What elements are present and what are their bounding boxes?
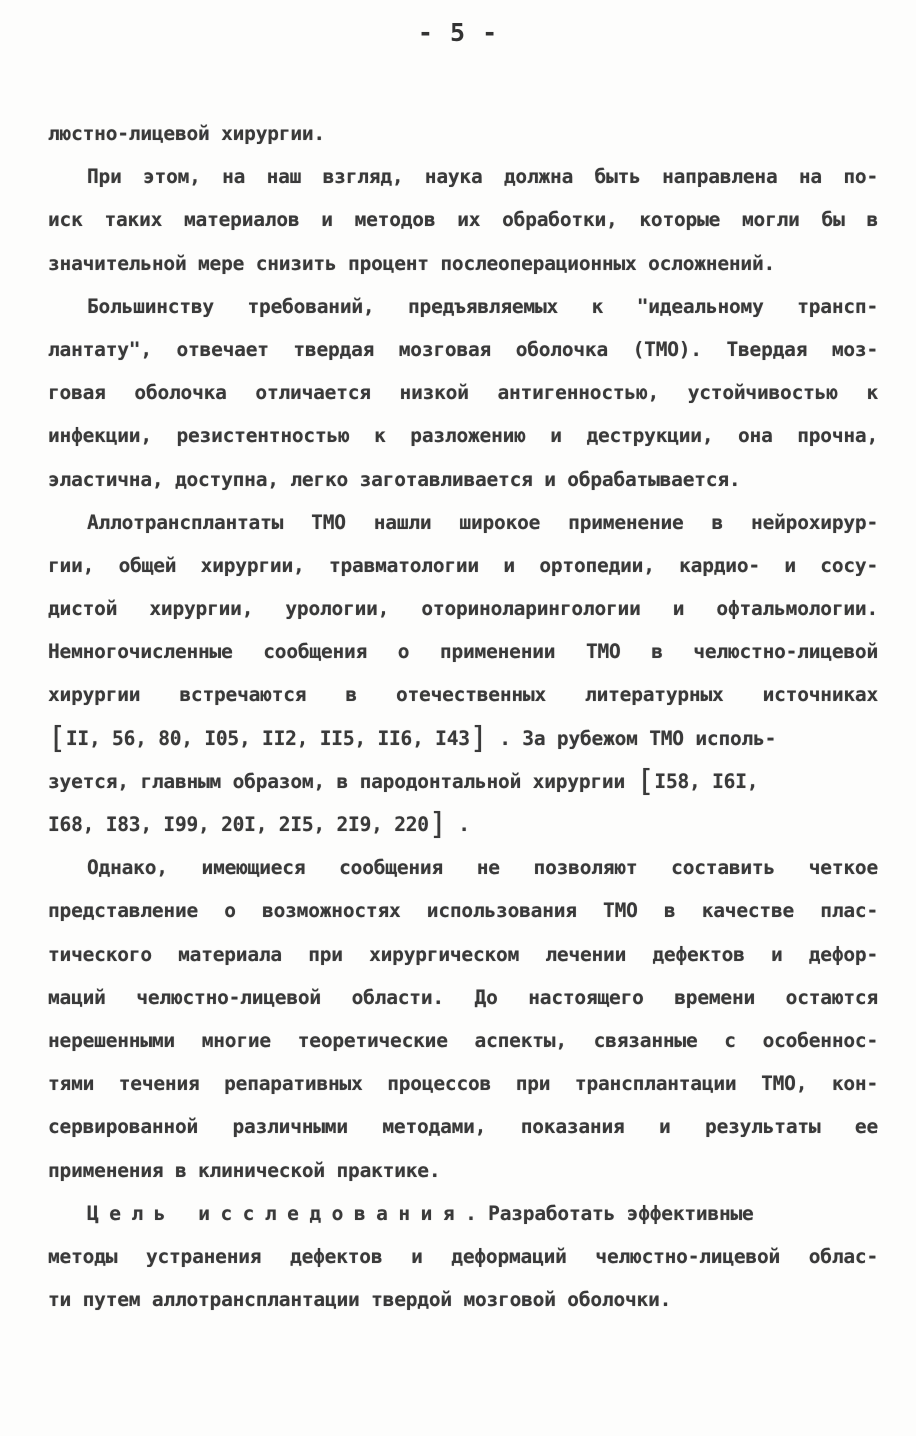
text-line: маций челюстно-лицевой области. До настоящего времени остаются (48, 985, 878, 1009)
text-line: люстно-лицевой хирургии. (48, 122, 325, 145)
reference-list: II, 56, 80, I05, II2, II5, II6, I43 (65, 726, 470, 750)
text-line: тями течения репаративных процессов при трансплантации ТМО, кон- (48, 1072, 878, 1096)
reference-list: I58, I6I, (654, 769, 759, 793)
text-fragment: . Разработать эффективные (465, 1201, 754, 1225)
paragraph-start: При этом, на наш взгляд, наука должна быть направлена на по- (87, 165, 878, 189)
goal-label: Цель исследования (87, 1201, 466, 1225)
page-number: - 5 - (417, 18, 499, 47)
reference-bracket-open: [ (636, 763, 655, 799)
reference-bracket-close: ] (469, 720, 488, 756)
text-line: говая оболочка отличается низкой антигенностью, устойчивостью к (48, 381, 878, 405)
text-fragment: зуется, главным образом, в пародонтальной хирургии (48, 769, 625, 793)
reference-line (48, 760, 878, 803)
reference-bracket-open: [ (48, 720, 66, 756)
text-line: методы устранения дефектов и деформаций челюстно-лицевой облас- (48, 1244, 878, 1268)
goal-line (48, 1192, 878, 1235)
text-line: значительной мере снизить процент послеоперационных осложнений. (48, 251, 776, 275)
text-line: иск таких материалов и методов их обработки, которые могли бы в (48, 208, 878, 232)
paragraph-start: Однако, имеющиеся сообщения не позволяют составить четкое (87, 856, 878, 880)
text-line: ти путем аллотрансплантации твердой мозговой оболочки. (48, 1288, 672, 1312)
text-line: Немногочисленные сообщения о применении ТМО в челюстно-лицевой (48, 640, 878, 664)
text-line: лантату", отвечает твердая мозговая оболочка (ТМО). Твердая моз- (48, 337, 878, 361)
text-line: представление о возможностях использования ТМО в качестве плас- (48, 899, 878, 923)
text-line: эластична, доступна, легко заготавливается и обрабатывается. (48, 467, 741, 491)
text-line: дистой хирургии, урологии, оториноларингологии и офтальмологии. (48, 597, 878, 621)
text-line: хирургии встречаются в отечественных литературных источниках (48, 683, 878, 707)
reference-bracket-close: ] (428, 807, 447, 842)
text-line: тического материала при хирургическом лечении дефектов и дефор- (48, 942, 878, 966)
text-line: применения в клинической практике. (48, 1158, 441, 1182)
body-text (48, 112, 878, 1321)
text-fragment: . За рубежом ТМО исполь- (499, 726, 777, 750)
text-line: сервированной различными методами, показания и результаты ее (48, 1115, 878, 1139)
text-line: нерешенными многие теоретические аспекты, связанные с особеннос- (48, 1028, 878, 1052)
text-fragment: . (458, 813, 470, 836)
paragraph-start: Аллотрансплантаты ТМО нашли широкое применение в нейрохирур- (87, 510, 878, 534)
text-line: инфекции, резистентностью к разложению и деструкции, она прочна, (48, 424, 878, 448)
reference-line (48, 803, 878, 846)
reference-line (48, 717, 878, 760)
text-line: гии, общей хирургии, травматологии и ортопедии, кардио- и сосу- (48, 553, 878, 577)
reference-list: I68, I83, I99, 20I, 2I5, 2I9, 220 (48, 813, 429, 836)
paragraph-start: Большинству требований, предъявляемых к "идеальному трансп- (87, 294, 878, 318)
